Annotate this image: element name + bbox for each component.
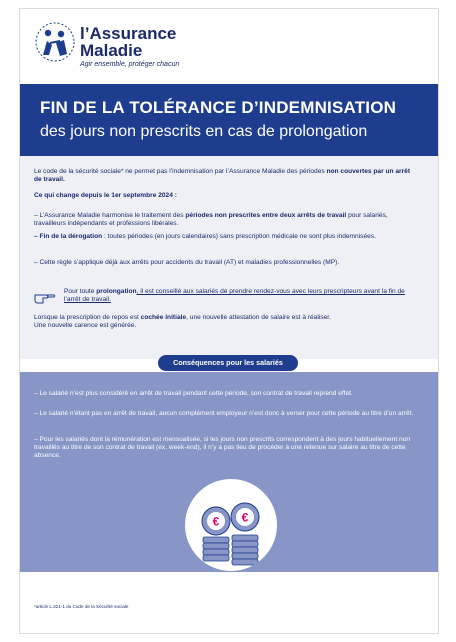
bullet-harmonise: – L’Assurance Maladie harmonise le traitement des périodes non prescrites entre deux arrêts de travail pour salariés, travailleurs indépendants et professions libérales. [34, 212, 388, 227]
title-banner [20, 84, 438, 156]
logo-figures-icon [34, 21, 76, 63]
assurance-maladie-logo [34, 19, 234, 75]
euro-coins-icon [185, 479, 277, 571]
page-subtitle: des jours non prescrits en cas de prolongation [40, 123, 368, 140]
initial-prescription-paragraph: Lorsque la prescription de repos est cochée initiale, une nouvelle attestation de salaire est à réaliser. Une nouvelle carence est générée. [34, 314, 331, 329]
document-page [19, 8, 439, 634]
info-section [20, 156, 438, 359]
svg-text:€: € [241, 510, 249, 525]
pointing-hand-icon [34, 290, 56, 304]
consequence-2: – Le salarié n’étant pas en arrêt de travail, aucun complément employeur n’est donc à verser pour cette période au titre d’un arrêt. [34, 410, 414, 417]
page-title: FIN DE LA TOLÉRANCE D’INDEMNISATION [40, 98, 397, 117]
bullet-at-mp: – Cette règle s’applique déjà aux arrêts pour accidents du travail (AT) et maladies professionnelles (MP). [34, 259, 340, 266]
what-changes-heading: Ce qui change depuis le 1er septembre 2024 : [34, 192, 177, 199]
intro-paragraph: Le code de la sécurité sociale* ne permet pas l’indemnisation par l’Assurance Maladie des périodes non couvertes par un arrêt de travail. [34, 168, 411, 183]
consequence-1: – Le salarié n’est plus considéré en arrêt de travail pendant cette période, son contrat de travail reprend effet. [34, 390, 353, 397]
logo-tagline: Agir ensemble, protéger chacun [80, 61, 180, 68]
svg-text:€: € [212, 514, 220, 529]
prolongation-tip: Pour toute prolongation, il est conseillé aux salariés de prendre rendez-vous avec leurs prescripteurs avant la fin de l’arrêt de travail. [64, 288, 405, 303]
logo-name-line2: Maladie [80, 41, 143, 60]
euro-coins-illustration [185, 479, 277, 571]
logo-name-line1: l’Assurance [80, 24, 177, 43]
consequence-3: – Pour les salariés dont la rémunération est mensualisée, si les jours non prescrits correspondent à des jours habituellement non travaillés au titre de son contrat de travail (ex. week-end), il n’y a pas lieu de procéder à une retenue sur salaire au titre de cette absence. [34, 436, 411, 459]
bullet-derogation: – Fin de la dérogation : toutes périodes (en jours calendaires) sans prescription médicale ne sont plus indemnisées. [34, 233, 376, 240]
footnote: *article L.321-1 du Code de la Sécurité sociale [34, 604, 129, 609]
consequences-heading: Conséquences pour les salariés [158, 355, 298, 371]
